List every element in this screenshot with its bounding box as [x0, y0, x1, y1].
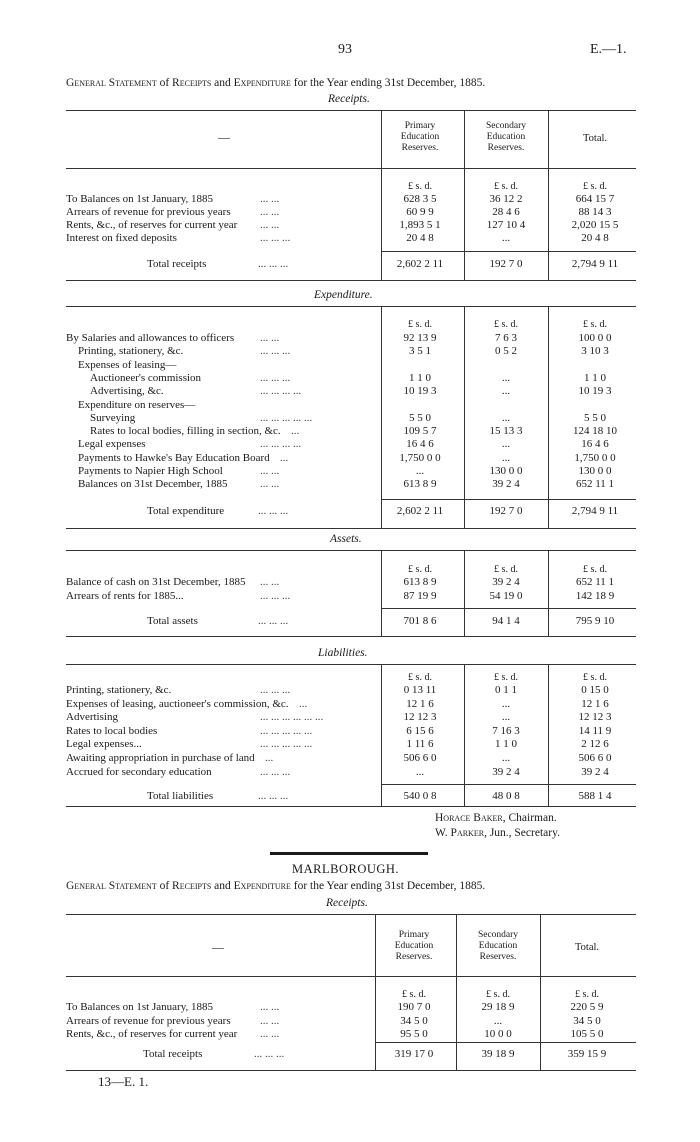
row-secondary-value: ...	[501, 697, 511, 710]
table-row	[0, 1000, 700, 1014]
row-secondary-value: 7 6 3	[495, 332, 517, 344]
s2-col-primary-line3: Reserves.	[395, 952, 433, 962]
row-label: Printing, stationery, &c.	[66, 684, 172, 696]
page-number: 93	[338, 42, 352, 57]
row-secondary-value: 39 2 4	[492, 576, 520, 588]
row-leader: ... ... ...	[260, 371, 291, 384]
row-secondary-value: ...	[501, 711, 511, 724]
s2-title-and: and	[211, 880, 234, 892]
row-total-value: 105 5 0	[570, 1028, 604, 1040]
row-leader: ...	[280, 451, 289, 464]
total-liabilities-label: Total liabilities	[147, 790, 214, 802]
s2-lsd-primary: £ s. d.	[402, 989, 426, 1000]
table-top-rule	[66, 110, 636, 111]
table-row	[0, 437, 700, 451]
row-total-value: 130 0 0	[578, 465, 612, 477]
table-row	[0, 331, 700, 345]
assets-sum-rule	[381, 608, 636, 609]
row-leader: ... ... ... ... ...	[260, 738, 313, 751]
row-primary-value: 1,750 0 0	[399, 451, 441, 464]
s2-total-receipts-leader: ... ... ...	[254, 1048, 285, 1060]
row-primary-value: 60 9 9	[406, 206, 434, 218]
s2-col-secondary-line3: Reserves.	[479, 952, 517, 962]
lsd-secondary: £ s. d.	[494, 181, 518, 192]
table-row	[0, 218, 700, 232]
row-primary-value: 95 5 0	[400, 1028, 428, 1040]
page-footer: 13—E. 1.	[98, 1074, 149, 1089]
row-label: Expenses of leasing—	[78, 358, 177, 371]
lsd-primary: £ s. d.	[408, 181, 432, 192]
row-primary-value: 6 15 6	[406, 724, 434, 737]
row-total-value: 39 2 4	[581, 765, 609, 778]
lsd-total: £ s. d.	[583, 181, 607, 192]
row-total-value: 1 1 0	[584, 371, 606, 384]
row-total-value: 220 5 9	[570, 1001, 604, 1013]
row-leader: ... ...	[260, 219, 280, 231]
title-suffix: for the Year ending 31st December, 1885.	[290, 77, 486, 89]
row-label: Auctioneer's commission	[90, 371, 202, 384]
title-expenditure: Expenditure	[233, 77, 291, 89]
s2-title-suffix: for the Year ending 31st December, 1885.	[290, 880, 486, 892]
lsd-liab-primary: £ s. d.	[408, 672, 432, 683]
row-leader: ... ... ... ...	[260, 438, 302, 451]
s2-header-dash: —	[212, 940, 224, 954]
row-label: By Salaries and allowances to officers	[66, 332, 235, 344]
expenditure-end-rule	[66, 528, 636, 529]
assets-top-rule	[66, 550, 636, 551]
title-receipts: Receipts	[172, 77, 212, 89]
row-total-value: 652 11 1	[575, 576, 615, 588]
s2-table-top-rule	[66, 914, 636, 915]
lsd-exp-primary: £ s. d.	[408, 319, 432, 330]
table-row	[0, 424, 700, 438]
receipts-sum-rule	[381, 251, 636, 252]
row-label: Printing, stationery, &c.	[78, 345, 184, 358]
row-primary-value: 613 8 9	[403, 576, 437, 588]
row-primary-value: 92 13 9	[403, 332, 437, 344]
table-row	[0, 384, 700, 398]
row-leader: ... ... ...	[260, 589, 291, 602]
lsd-assets-total: £ s. d.	[583, 564, 607, 575]
row-secondary-value: 0 1 1	[495, 684, 517, 696]
row-secondary-value: 29 18 9	[481, 1001, 515, 1013]
s2-col-secondary-header	[460, 930, 536, 963]
col-primary-line1: Primary	[404, 121, 436, 131]
row-primary-value: 5 5 0	[409, 411, 431, 424]
row-leader: ... ...	[260, 1001, 280, 1013]
s2-lsd-total: £ s. d.	[575, 989, 599, 1000]
title-general-statement: General Statement	[66, 77, 157, 89]
total-assets-label: Total assets	[147, 615, 198, 627]
lsd-assets-primary: £ s. d.	[408, 564, 432, 575]
s2-sum-rule	[375, 1042, 636, 1043]
total-assets-row	[0, 614, 700, 628]
liabilities-heading: Liabilities.	[318, 647, 368, 659]
row-total-value: 12 12 3	[578, 711, 612, 724]
signature-chairman	[435, 812, 557, 824]
signature-secretary	[435, 827, 560, 839]
row-total-value: 20 4 8	[581, 232, 609, 244]
row-label: Payments to Napier High School	[78, 465, 223, 477]
row-label: Rates to local bodies	[66, 724, 158, 737]
row-total-value: 10 19 3	[578, 385, 612, 398]
row-secondary-value: 7 16 3	[492, 724, 520, 737]
row-secondary-value: ...	[501, 232, 511, 244]
row-total-value: 5 5 0	[584, 411, 606, 424]
lsd-row-expenditure	[0, 318, 700, 332]
table-row	[0, 477, 700, 491]
expenditure-top-rule	[66, 306, 636, 307]
row-primary-value: 10 19 3	[403, 385, 437, 398]
row-leader: ... ...	[260, 478, 280, 491]
row-label: Rents, &c., of reserves for current year	[66, 219, 238, 231]
row-leader: ... ... ... ...	[260, 385, 302, 398]
receipts-end-rule	[66, 280, 636, 281]
table-row	[0, 371, 700, 385]
row-label: Rents, &c., of reserves for current year	[66, 1028, 238, 1040]
s2-col-secondary-line2: Education	[478, 941, 518, 951]
total-liabilities-total: 588 1 4	[578, 790, 612, 802]
s2-total-receipts-primary: 319 17 0	[394, 1048, 434, 1060]
row-primary-value: 628 3 5	[403, 193, 437, 205]
row-leader: ... ... ...	[260, 232, 291, 244]
row-total-value: 664 15 7	[575, 193, 615, 205]
row-primary-value: 16 4 6	[406, 438, 434, 451]
header-bottom-rule	[66, 168, 636, 169]
section-separator	[270, 852, 428, 855]
s2-title-of: of	[156, 880, 173, 892]
s2-end-rule	[66, 1070, 636, 1071]
total-expenditure-secondary: 192 7 0	[489, 505, 523, 517]
secretary-name: W. Parker	[435, 827, 485, 839]
lsd-liab-secondary: £ s. d.	[494, 672, 518, 683]
row-label: Legal expenses...	[66, 738, 142, 751]
total-receipts-secondary: 192 7 0	[489, 258, 523, 270]
row-label: Expenditure on reserves—	[78, 398, 196, 411]
row-secondary-value: 130 0 0	[489, 465, 523, 477]
table-row	[0, 737, 700, 751]
table-row	[0, 464, 700, 478]
total-expenditure-total: 2,794 9 11	[571, 505, 619, 517]
row-label: Interest on fixed deposits	[66, 232, 177, 244]
row-secondary-value: 54 19 0	[489, 589, 523, 602]
assets-heading: Assets.	[330, 533, 362, 545]
row-total-value: 652 11 1	[575, 478, 615, 491]
table-row	[0, 358, 700, 372]
row-secondary-value: 1 1 0	[495, 738, 517, 751]
chairman-role: , Chairman.	[502, 812, 557, 824]
row-total-value: 142 18 9	[575, 589, 615, 602]
expenditure-heading: Expenditure.	[314, 289, 373, 301]
district-heading: MARLBOROUGH.	[292, 862, 400, 876]
total-expenditure-row	[0, 504, 700, 518]
col-secondary-line2: Education	[486, 132, 526, 142]
table-row	[0, 192, 700, 206]
row-leader: ... ... ... ... ...	[260, 724, 313, 737]
total-receipts-label: Total receipts	[147, 258, 207, 270]
row-leader: ...	[299, 697, 308, 710]
table-row	[0, 751, 700, 765]
row-secondary-value: 0 5 2	[495, 345, 517, 358]
col-secondary-header	[468, 121, 544, 154]
col-primary-line3: Reserves.	[401, 143, 439, 153]
row-label: Awaiting appropriation in purchase of land	[66, 752, 255, 764]
row-secondary-value: ...	[501, 451, 511, 464]
row-secondary-value: 36 12 2	[489, 193, 523, 205]
row-leader: ... ... ...	[260, 345, 291, 358]
table-row	[0, 710, 700, 724]
table-row	[0, 1014, 700, 1028]
row-secondary-value: 15 13 3	[489, 425, 523, 438]
row-primary-value: 506 6 0	[403, 752, 437, 764]
row-secondary-value: ...	[501, 752, 511, 764]
lsd-exp-secondary: £ s. d.	[494, 319, 518, 330]
table-row	[0, 451, 700, 465]
s2-col-primary-header	[376, 930, 452, 963]
s2-total-receipts-total: 359 15 9	[567, 1048, 607, 1060]
row-label: Accrued for secondary education	[66, 765, 212, 778]
total-liabilities-primary: 540 0 8	[403, 790, 437, 802]
page-reference: E.—1.	[590, 42, 627, 57]
row-secondary-value: ...	[501, 438, 511, 451]
statement-title	[66, 77, 485, 89]
table-row	[0, 724, 700, 738]
col-total-header: Total.	[582, 133, 608, 144]
table-row	[0, 683, 700, 697]
row-leader: ... ...	[260, 576, 280, 588]
row-total-value: 12 1 6	[581, 697, 609, 710]
lsd-liab-total: £ s. d.	[583, 672, 607, 683]
row-primary-value: ...	[415, 465, 425, 477]
row-secondary-value: ...	[501, 371, 511, 384]
row-leader: ... ... ... ... ...	[260, 411, 313, 424]
row-leader: ... ... ... ... ... ...	[260, 711, 324, 724]
row-leader: ... ...	[260, 206, 280, 218]
s2-total-receipts-row	[0, 1047, 700, 1061]
row-primary-value: 20 4 8	[406, 232, 434, 244]
s2-total-receipts-secondary: 39 18 9	[481, 1048, 515, 1060]
row-label: To Balances on 1st January, 1885	[66, 193, 213, 205]
expenditure-sum-rule	[381, 499, 636, 500]
title-and: and	[211, 77, 234, 89]
row-primary-value: 12 12 3	[403, 711, 437, 724]
row-label: Rates to local bodies, filling in section, &c.	[90, 425, 281, 438]
chairman-name: Horace Baker	[435, 812, 503, 824]
secretary-role: , Jun., Secretary.	[484, 827, 560, 839]
s2-col-secondary-line1: Secondary	[477, 930, 519, 940]
s2-title-receipts: Receipts	[172, 880, 212, 892]
row-label: Advertising, &c.	[90, 385, 164, 398]
row-label: Balances on 31st December, 1885	[78, 478, 228, 491]
table-row	[0, 765, 700, 779]
total-receipts-row	[0, 257, 700, 271]
liabilities-top-rule	[66, 664, 636, 665]
total-liabilities-secondary: 48 0 8	[492, 790, 520, 802]
s2-col-total-header: Total.	[574, 942, 600, 953]
total-liabilities-row	[0, 789, 700, 803]
table-row	[0, 344, 700, 358]
table-row	[0, 697, 700, 711]
total-receipts-leader: ... ... ...	[258, 258, 289, 270]
row-label: Balance of cash on 31st December, 1885	[66, 576, 246, 588]
total-liabilities-leader: ... ... ...	[258, 790, 289, 802]
total-assets-leader: ... ... ...	[258, 615, 289, 627]
s2-col-primary-line1: Primary	[398, 930, 430, 940]
row-secondary-value: 39 2 4	[492, 478, 520, 491]
table-row	[0, 398, 700, 412]
row-total-value: 124 18 10	[573, 425, 617, 438]
row-primary-value: 1 11 6	[406, 738, 434, 751]
row-primary-value: 109 5 7	[403, 425, 437, 438]
col-secondary-line1: Secondary	[485, 121, 527, 131]
row-secondary-value: ...	[493, 1014, 503, 1027]
row-primary-value: 190 7 0	[397, 1001, 431, 1013]
row-total-value: 0 15 0	[581, 684, 609, 696]
total-expenditure-primary: 2,602 2 11	[396, 505, 444, 517]
row-label: Expenses of leasing, auctioneer's commission, &c.	[66, 697, 289, 710]
title-of: of	[156, 77, 173, 89]
row-leader: ... ...	[260, 465, 280, 477]
row-label: Arrears of revenue for previous years	[66, 1014, 231, 1027]
s2-title-general-statement: General Statement	[66, 880, 157, 892]
row-secondary-value: 10 0 0	[484, 1028, 512, 1040]
row-total-value: 3 10 3	[581, 345, 609, 358]
row-primary-value: 34 5 0	[400, 1014, 428, 1027]
total-expenditure-label: Total expenditure	[147, 505, 225, 517]
row-primary-value: 1 1 0	[409, 371, 431, 384]
lsd-exp-total: £ s. d.	[583, 319, 607, 330]
row-label: Payments to Hawke's Bay Education Board	[78, 451, 270, 464]
row-total-value: 1,750 0 0	[574, 451, 616, 464]
table-row	[0, 575, 700, 589]
row-primary-value: 87 19 9	[403, 589, 437, 602]
table-row	[0, 231, 700, 245]
row-total-value: 16 4 6	[581, 438, 609, 451]
row-label: Arrears of rents for 1885...	[66, 589, 184, 602]
row-leader: ... ... ...	[260, 684, 291, 696]
row-leader: ... ...	[260, 193, 280, 205]
row-total-value: 506 6 0	[578, 752, 612, 764]
row-primary-value: 3 5 1	[409, 345, 431, 358]
row-label: To Balances on 1st January, 1885	[66, 1001, 213, 1013]
row-total-value: 88 14 3	[578, 206, 612, 218]
total-assets-total: 795 9 10	[575, 615, 615, 627]
row-primary-value: 613 8 9	[403, 478, 437, 491]
row-total-value: 100 0 0	[578, 332, 612, 344]
s2-col-primary-line2: Education	[394, 941, 434, 951]
row-secondary-value: 28 4 6	[492, 206, 520, 218]
receipts-heading: Receipts.	[328, 93, 370, 105]
total-assets-secondary: 94 1 4	[492, 615, 520, 627]
row-leader: ... ...	[260, 1014, 280, 1027]
s2-receipts-heading: Receipts.	[326, 897, 368, 909]
row-leader: ... ...	[260, 332, 280, 344]
row-primary-value: 12 1 6	[406, 697, 434, 710]
assets-end-rule	[66, 636, 636, 637]
s2-title-expenditure: Expenditure	[233, 880, 291, 892]
total-receipts-primary: 2,602 2 11	[396, 258, 444, 270]
statement2-title	[66, 880, 485, 892]
row-secondary-value: ...	[501, 385, 511, 398]
row-primary-value: 0 13 11	[403, 684, 437, 696]
row-label: Surveying	[90, 411, 136, 424]
row-leader: ... ... ...	[260, 765, 291, 778]
row-total-value: 34 5 0	[573, 1014, 601, 1027]
row-total-value: 14 11 9	[578, 724, 612, 737]
row-primary-value: 1,893 5 1	[399, 219, 441, 231]
s2-lsd-secondary: £ s. d.	[486, 989, 510, 1000]
lsd-assets-secondary: £ s. d.	[494, 564, 518, 575]
row-total-value: 2,020 15 5	[571, 219, 619, 231]
table-row	[0, 205, 700, 219]
s2-total-receipts-label: Total receipts	[143, 1048, 203, 1060]
total-assets-primary: 701 8 6	[403, 615, 437, 627]
row-secondary-value: 39 2 4	[492, 765, 520, 778]
table-row	[0, 411, 700, 425]
s2-header-bottom-rule	[66, 976, 636, 977]
row-secondary-value: ...	[501, 411, 511, 424]
row-label: Advertising	[66, 711, 118, 724]
row-leader: ...	[265, 752, 274, 764]
col-secondary-line3: Reserves.	[487, 143, 525, 153]
liabilities-end-rule	[66, 806, 636, 807]
col-primary-header	[382, 121, 458, 154]
row-label: Legal expenses	[78, 438, 146, 451]
row-total-value: 2 12 6	[581, 738, 609, 751]
col-primary-line2: Education	[400, 132, 440, 142]
header-dash: —	[218, 130, 230, 144]
liabilities-sum-rule	[381, 784, 636, 785]
total-expenditure-leader: ... ... ...	[258, 505, 289, 517]
table-row	[0, 1027, 700, 1041]
row-leader: ... ...	[260, 1028, 280, 1040]
row-secondary-value: 127 10 4	[486, 219, 526, 231]
total-receipts-total: 2,794 9 11	[571, 258, 619, 270]
row-leader: ...	[291, 425, 300, 438]
table-row	[0, 589, 700, 603]
row-label: Arrears of revenue for previous years	[66, 206, 231, 218]
row-primary-value: ...	[415, 765, 425, 778]
